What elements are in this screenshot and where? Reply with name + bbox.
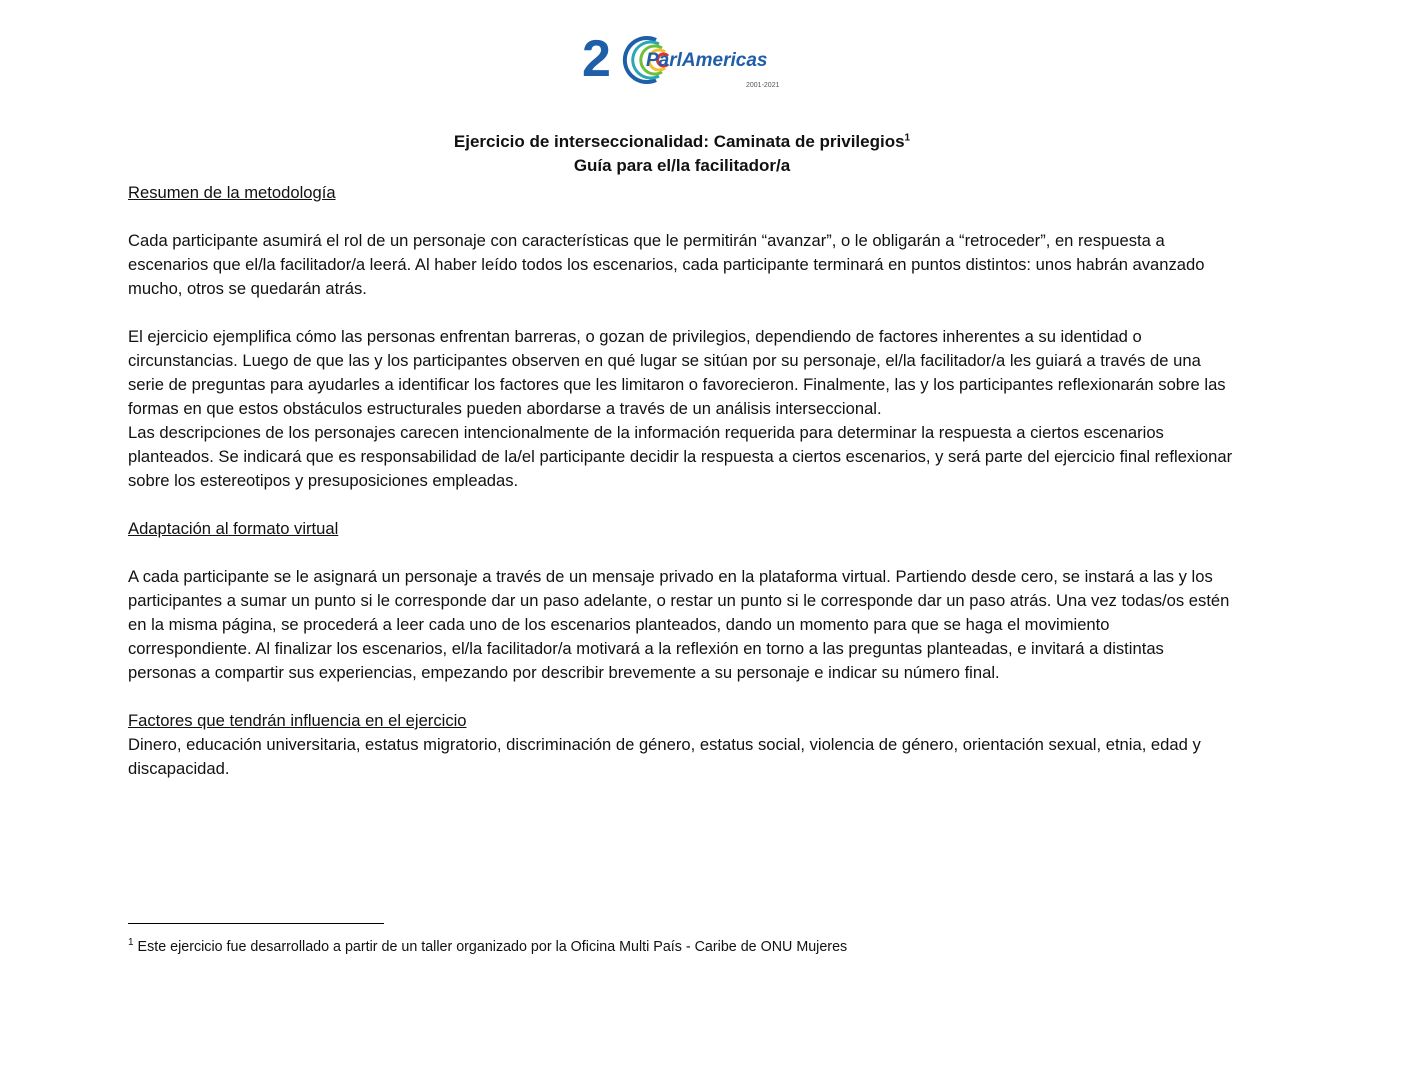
section-heading-factores: Factores que tendrán influencia en el ejercicio bbox=[128, 711, 467, 730]
document-body bbox=[128, 181, 1236, 781]
paragraph-factores-1: Dinero, educación universitaria, estatus migratorio, discriminación de género, estatus social, violencia de género, orientación sexual, etnia, edad y discapacidad. bbox=[128, 735, 1201, 778]
title-main: Ejercicio de interseccionalidad: Caminata de privilegios bbox=[453, 132, 905, 151]
title-footnote-ref: 1 bbox=[904, 132, 911, 144]
document-title bbox=[128, 130, 1236, 178]
spacer bbox=[128, 493, 1236, 517]
logo-number: 2 bbox=[582, 30, 611, 88]
spacer bbox=[128, 301, 1236, 325]
paragraph-adaptacion-1: A cada participante se le asignará un personaje a través de un mensaje privado en la plataforma virtual. Partiendo desde cero, se instará a las y los participantes a sumar un punto si le corresponde dar un paso adelante, o restar un punto si le corresponde dar un paso atrás. Una vez todas/os estén en la misma página, se procederá a leer cada uno de los escenarios planteados, dando un momento para que se haga el movimiento correspondiente. Al finalizar los escenarios, el/la facilitador/a motivará a la reflexión en torno a las preguntas planteadas, e invitará a distintas personas a compartir sus experiencias, empezando por describir brevemente a su personaje e indicar su número final. bbox=[128, 567, 1230, 682]
title-line-2: Guía para el/la facilitador/a bbox=[573, 156, 791, 175]
logo-brand: ParlAmericas bbox=[646, 50, 768, 71]
paragraph-resumen-2: El ejercicio ejemplifica cómo las personas enfrentan barreras, o gozan de privilegios, dependiendo de factores inherentes a su identidad o circunstancias. Luego de que las y los participantes observen en qué lugar se sitúan por su personaje, el/la facilitador/a les guiará a través de una serie de preguntas para ayudarles a identificar los factores que les limitaron o favorecieron. Finalmente, las y los participantes reflexionarán sobre las formas en que estos obstáculos estructurales pueden abordarse a través de un análisis interseccional. bbox=[128, 327, 1226, 418]
spacer bbox=[128, 205, 1236, 229]
footnote-number: 1 bbox=[128, 937, 134, 949]
parlamericas-logo bbox=[582, 28, 786, 90]
footnote-separator bbox=[128, 923, 384, 924]
spacer bbox=[128, 541, 1236, 565]
paragraph-resumen-3: Las descripciones de los personajes carecen intencionalmente de la información requerida para determinar la respuesta a ciertos escenarios planteados. Se indicará que es responsabilidad de la/el participante decidir la respuesta a ciertos escenarios, y será parte del ejercicio final reflexionar sobre los estereotipos y presuposiciones empleadas. bbox=[128, 423, 1233, 490]
spacer bbox=[128, 685, 1236, 709]
footnote bbox=[128, 937, 1236, 957]
footnote-text: Este ejercicio fue desarrollado a partir de un taller organizado por la Oficina Multi País - Caribe de ONU Mujeres bbox=[137, 939, 848, 955]
section-heading-resumen: Resumen de la metodología bbox=[128, 183, 336, 202]
logo-years: 2001-2021 bbox=[746, 82, 780, 89]
section-heading-adaptacion: Adaptación al formato virtual bbox=[128, 519, 339, 538]
paragraph-resumen-1: Cada participante asumirá el rol de un personaje con características que le permitirán “avanzar”, o le obligarán a “retroceder”, en respuesta a escenarios que el/la facilitador/a leerá. Al haber leído todos los escenarios, cada participante terminará en puntos distintos: unos habrán avanzado mucho, otros se quedarán atrás. bbox=[128, 231, 1205, 298]
title-line-1 bbox=[128, 130, 1236, 154]
